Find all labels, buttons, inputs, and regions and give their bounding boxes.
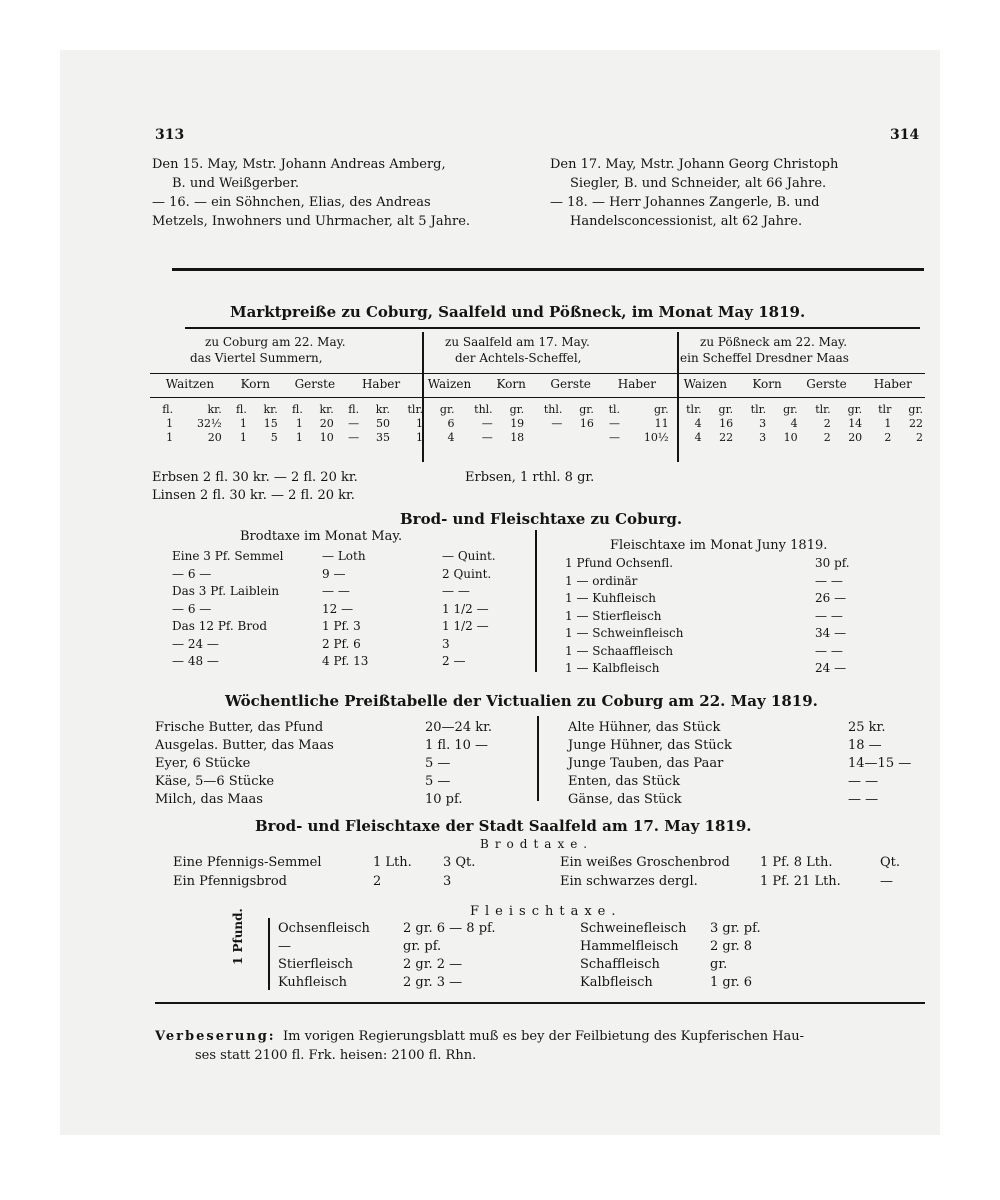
list-cell: Gänse, das Stück bbox=[568, 792, 682, 807]
list-cell: 1 — ordinär bbox=[565, 573, 638, 588]
list-cell: Ein schwarzes dergl. bbox=[560, 874, 698, 889]
list-cell: 10 pf. bbox=[425, 792, 463, 807]
unit-label: kr. bbox=[263, 402, 278, 416]
list-row bbox=[580, 920, 830, 938]
grain-header: Gerste bbox=[294, 377, 336, 391]
list-cell: — — bbox=[322, 584, 350, 598]
list-cell: 1 — Kuhfleisch bbox=[565, 591, 656, 605]
list-cell: Eine 3 Pf. Semmel bbox=[172, 549, 284, 563]
list-cell: 20—24 kr. bbox=[425, 720, 493, 735]
list-cell: 1 Lth. bbox=[373, 855, 412, 870]
list-cell: 1 gr. 6 bbox=[710, 975, 753, 990]
coburg-measure: das Viertel Summern, bbox=[190, 351, 323, 365]
price-cell: — bbox=[609, 416, 621, 430]
price-cell: 10 bbox=[319, 430, 334, 444]
poessneck-heading: zu Pößneck am 22. May. bbox=[700, 335, 848, 349]
correction-label: Verbeserung: bbox=[155, 1029, 276, 1044]
unit-label: gr. bbox=[847, 402, 863, 416]
list-cell: Kuhfleisch bbox=[278, 975, 348, 990]
page-number-right: 314 bbox=[890, 127, 920, 143]
saalfeld-fleisch-left bbox=[278, 920, 533, 992]
list-row bbox=[565, 608, 875, 626]
grain-header: Haber bbox=[361, 377, 401, 391]
deaths-left bbox=[152, 155, 542, 231]
list-cell: 1 Pfund Ochsenfl. bbox=[565, 556, 674, 570]
unit-label: tlr bbox=[878, 402, 892, 416]
list-cell: — — bbox=[848, 774, 879, 789]
list-cell: Frische Butter, das Pfund bbox=[155, 720, 324, 735]
divider bbox=[172, 268, 924, 271]
column-divider bbox=[535, 530, 537, 672]
list-cell: 25 kr. bbox=[848, 720, 886, 735]
grain-header-table bbox=[150, 377, 925, 391]
list-cell: 1 — Kalbfleisch bbox=[565, 661, 660, 675]
divider bbox=[155, 1002, 925, 1004]
list-row bbox=[560, 872, 920, 891]
price-cell: — bbox=[481, 416, 493, 430]
erbsen-coburg: Erbsen 2 fl. 30 kr. — 2 fl. 20 kr. bbox=[152, 470, 358, 485]
list-cell: 4 Pf. 13 bbox=[322, 654, 369, 668]
victualien-title: Wöchentliche Preißtabelle der Victualien zu Coburg am 22. May 1819. bbox=[225, 692, 818, 710]
list-cell: 12 — bbox=[322, 601, 354, 616]
list-cell: 9 — bbox=[322, 566, 346, 581]
price-cell: — bbox=[481, 430, 493, 444]
unit-label: gr. bbox=[718, 402, 734, 416]
price-cell: 1 bbox=[416, 416, 424, 430]
page-number-left: 313 bbox=[155, 127, 185, 143]
unit-label: tlr. bbox=[815, 402, 831, 416]
list-row bbox=[580, 974, 830, 992]
list-row bbox=[172, 583, 532, 601]
saalfeld-fleisch-right bbox=[580, 920, 830, 992]
list-cell: Ein weißes Groschenbrod bbox=[560, 855, 730, 870]
market-title: Marktpreiße zu Coburg, Saalfeld und Pößneck, im Monat May 1819. bbox=[230, 303, 806, 321]
price-cell: 1 bbox=[239, 416, 247, 430]
list-cell: 1 Pf. 3 bbox=[322, 619, 361, 633]
price-cell: 1 bbox=[166, 430, 174, 444]
list-cell: Enten, das Stück bbox=[568, 774, 680, 789]
list-cell: — — bbox=[815, 608, 843, 623]
list-cell: Junge Hühner, das Stück bbox=[568, 738, 732, 753]
price-cell: 3 bbox=[759, 416, 767, 430]
linsen-coburg: Linsen 2 fl. 30 kr. — 2 fl. 20 kr. bbox=[152, 488, 355, 503]
saalfeld-brod-right bbox=[560, 853, 920, 891]
price-cell: 16 bbox=[579, 416, 594, 430]
price-cell: 11 bbox=[654, 416, 669, 430]
text-line: Den 17. May, Mstr. Johann Georg Christoph bbox=[550, 157, 839, 172]
price-cell: 35 bbox=[375, 430, 390, 444]
price-cell: 10½ bbox=[643, 430, 669, 444]
list-cell: 24 — bbox=[815, 661, 847, 675]
price-cell: 4 bbox=[790, 416, 798, 430]
list-cell: 1 1/2 — bbox=[442, 619, 489, 633]
price-cell: 3 bbox=[759, 430, 767, 444]
list-cell: — 6 — bbox=[172, 601, 212, 616]
price-cell: 20 bbox=[207, 430, 222, 444]
list-row bbox=[568, 755, 918, 773]
list-cell: Ausgelas. Butter, das Maas bbox=[155, 738, 334, 753]
table-rule bbox=[150, 397, 925, 398]
list-cell: Hammelfleisch bbox=[580, 939, 679, 954]
list-cell: Schaffleisch bbox=[580, 957, 660, 972]
grain-header: Waizen bbox=[427, 377, 472, 391]
list-cell: Käse, 5—6 Stücke bbox=[155, 774, 275, 789]
list-cell: 2 gr. 8 bbox=[710, 939, 753, 954]
list-cell: Stierfleisch bbox=[278, 957, 354, 972]
price-cell: 1 bbox=[295, 416, 303, 430]
list-row bbox=[155, 737, 515, 755]
price-cell: 32½ bbox=[197, 416, 222, 430]
price-cell: 2 bbox=[823, 416, 831, 430]
erbsen-saalfeld: Erbsen, 1 rthl. 8 gr. bbox=[465, 470, 595, 485]
price-cell: 50 bbox=[375, 416, 390, 430]
unit-label: gr. bbox=[654, 402, 669, 416]
price-cell: 5 bbox=[270, 430, 278, 444]
list-cell: 2 gr. 6 — 8 pf. bbox=[403, 921, 496, 936]
poessneck-measure: ein Scheffel Dresdner Maas bbox=[680, 351, 849, 365]
price-row bbox=[150, 430, 925, 444]
list-cell: 1 fl. 10 — bbox=[425, 738, 489, 753]
unit-label: fl. bbox=[162, 402, 174, 416]
list-cell: 1 — Schweinfleisch bbox=[565, 626, 684, 640]
list-row bbox=[278, 974, 533, 992]
grain-header: Korn bbox=[752, 377, 782, 391]
list-cell: 5 — bbox=[425, 756, 451, 771]
unit-label: gr. bbox=[908, 402, 923, 416]
list-cell: Ein Pfennigsbrod bbox=[173, 874, 287, 889]
list-cell: 5 — bbox=[425, 774, 451, 789]
saalfeld-measure: der Achtels-Scheffel, bbox=[455, 351, 582, 365]
list-cell: Ochsenfleisch bbox=[278, 921, 370, 936]
list-cell: — — bbox=[815, 573, 843, 588]
price-cell: 1 bbox=[295, 430, 303, 444]
list-row bbox=[580, 938, 830, 956]
unit-label: tlr. bbox=[407, 402, 424, 416]
list-row bbox=[155, 773, 515, 791]
grain-header: Korn bbox=[240, 377, 270, 391]
list-cell: — — bbox=[442, 584, 470, 598]
column-divider bbox=[537, 716, 539, 801]
price-cell: — bbox=[348, 416, 360, 430]
victualien-left bbox=[155, 719, 515, 809]
list-row bbox=[560, 853, 920, 872]
price-cell: 10 bbox=[783, 430, 798, 444]
grain-header: Gerste bbox=[550, 377, 591, 391]
price-cell: 2 bbox=[884, 430, 892, 444]
grain-header: Waitzen bbox=[165, 377, 215, 391]
grain-header: Gerste bbox=[806, 377, 847, 391]
list-cell: — Loth bbox=[322, 549, 366, 563]
list-row bbox=[155, 791, 515, 809]
correction-line2: ses statt 2100 fl. Frk. heisen: 2100 fl. Rhn. bbox=[195, 1048, 477, 1063]
list-row bbox=[580, 956, 830, 974]
price-cell: 6 bbox=[447, 416, 455, 430]
price-cell: 14 bbox=[848, 416, 863, 430]
list-cell: Das 12 Pf. Brod bbox=[172, 619, 268, 633]
unit-label: thl. bbox=[474, 402, 493, 416]
list-cell: — — bbox=[815, 643, 843, 658]
list-row bbox=[565, 573, 875, 591]
price-cell: 4 bbox=[447, 430, 455, 444]
text-line: B. und Weißgerber. bbox=[172, 176, 300, 191]
unit-label: tlr. bbox=[686, 402, 702, 416]
correction-line1: Im vorigen Regierungsblatt muß es bey der Feilbietung des Kupferischen Hau- bbox=[283, 1029, 805, 1044]
price-cell: 1 bbox=[884, 416, 892, 430]
list-row bbox=[172, 636, 532, 654]
unit-label: fl. bbox=[348, 402, 360, 416]
list-cell: — 48 — bbox=[172, 654, 219, 668]
text-line: Handelsconcessionist, alt 62 Jahre. bbox=[570, 214, 803, 229]
price-cell bbox=[564, 430, 596, 444]
price-cell bbox=[526, 430, 564, 444]
list-cell: 2 bbox=[373, 874, 382, 889]
fleischtaxe-list bbox=[565, 555, 875, 678]
list-cell: 2 Quint. bbox=[442, 566, 492, 581]
list-cell: Alte Hühner, das Stück bbox=[568, 720, 721, 735]
price-cell: 2 bbox=[916, 430, 923, 444]
unit-label: kr. bbox=[319, 402, 334, 416]
list-cell: 2 gr. 3 — bbox=[403, 975, 463, 990]
list-cell: 14—15 — bbox=[848, 756, 912, 771]
list-row bbox=[565, 625, 875, 643]
list-cell: 1 Pf. 8 Lth. bbox=[760, 855, 833, 870]
unit-label: fl. bbox=[236, 402, 247, 416]
list-cell: 3 gr. pf. bbox=[710, 921, 761, 936]
price-cell: 1 bbox=[239, 430, 247, 444]
list-cell: Milch, das Maas bbox=[155, 792, 263, 807]
text-line: Siegler, B. und Schneider, alt 66 Jahre. bbox=[570, 176, 827, 191]
list-row bbox=[155, 719, 515, 737]
list-row bbox=[172, 653, 532, 671]
list-cell: 3 bbox=[442, 636, 450, 651]
grain-header: Korn bbox=[496, 377, 526, 391]
price-cell: 1 bbox=[166, 416, 174, 430]
price-cell: 22 bbox=[719, 430, 734, 444]
list-cell: 26 — bbox=[815, 591, 847, 605]
list-cell: 3 bbox=[443, 874, 452, 889]
price-cell: 4 bbox=[694, 430, 702, 444]
price-cell: 18 bbox=[510, 430, 525, 444]
list-row bbox=[568, 719, 918, 737]
list-cell: 34 — bbox=[815, 626, 847, 640]
list-row bbox=[278, 938, 533, 956]
price-cell: 4 bbox=[694, 416, 702, 430]
deaths-right bbox=[550, 155, 930, 231]
grain-header: Haber bbox=[873, 377, 912, 391]
price-cell: — bbox=[348, 430, 360, 444]
list-cell: 30 pf. bbox=[815, 556, 850, 570]
brod-coburg-title: Brod- und Fleischtaxe zu Coburg. bbox=[400, 510, 683, 528]
list-cell: Junge Tauben, das Paar bbox=[568, 756, 724, 771]
saalfeld-title: Brod- und Fleischtaxe der Stadt Saalfeld am 17. May 1819. bbox=[255, 817, 752, 835]
list-cell: 2 — bbox=[442, 654, 466, 668]
list-cell: Das 3 Pf. Laiblein bbox=[172, 584, 280, 598]
text-line: — 16. — ein Söhnchen, Elias, des Andreas bbox=[152, 195, 431, 210]
units-row bbox=[150, 402, 925, 416]
unit-label: thl. bbox=[543, 402, 563, 416]
list-cell: 2 gr. 2 — bbox=[403, 957, 463, 972]
price-cell: 22 bbox=[909, 416, 923, 430]
price-cell: 15 bbox=[263, 416, 278, 430]
price-cell: 1 bbox=[416, 430, 424, 444]
list-cell: — 24 — bbox=[172, 636, 219, 651]
unit-label: tl. bbox=[608, 402, 621, 416]
list-row bbox=[568, 737, 918, 755]
text-line: Den 15. May, Mstr. Johann Andreas Amberg, bbox=[152, 157, 446, 172]
fleischtaxe-title: Fleischtaxe im Monat Juny 1819. bbox=[610, 538, 828, 553]
list-cell: — Quint. bbox=[442, 549, 496, 563]
unit-label: kr. bbox=[207, 402, 222, 416]
price-cell: 20 bbox=[848, 430, 863, 444]
unit-label: tlr. bbox=[750, 402, 767, 416]
list-cell: gr. pf. bbox=[403, 939, 442, 954]
price-cell: 16 bbox=[719, 416, 734, 430]
brodtaxe-list bbox=[172, 548, 532, 671]
list-row bbox=[172, 618, 532, 636]
list-cell: 1 — Stierfleisch bbox=[565, 608, 662, 623]
list-cell: 1 — Schaaffleisch bbox=[565, 643, 674, 658]
list-cell: Kalbfleisch bbox=[580, 975, 653, 990]
brace-line bbox=[268, 918, 270, 990]
list-row bbox=[172, 601, 532, 619]
unit-label: gr. bbox=[439, 402, 455, 416]
list-row bbox=[565, 590, 875, 608]
list-cell: Eine Pfennigs-Semmel bbox=[173, 855, 322, 870]
list-cell: 1 Pf. 21 Lth. bbox=[760, 874, 841, 889]
price-cell: — bbox=[551, 416, 563, 430]
list-cell: Qt. bbox=[880, 855, 901, 870]
list-row bbox=[565, 660, 875, 678]
unit-label: kr. bbox=[375, 402, 390, 416]
list-cell: 18 — bbox=[848, 738, 882, 753]
list-cell: Schweinefleisch bbox=[580, 921, 687, 936]
grain-header: Waizen bbox=[683, 377, 728, 391]
list-row bbox=[155, 755, 515, 773]
list-row bbox=[568, 773, 918, 791]
unit-label: fl. bbox=[292, 402, 303, 416]
list-cell: 1 1/2 — bbox=[442, 601, 489, 616]
unit-label: gr. bbox=[579, 402, 594, 416]
coburg-heading: zu Coburg am 22. May. bbox=[205, 335, 346, 349]
list-cell: Eyer, 6 Stücke bbox=[155, 756, 251, 771]
list-row bbox=[278, 920, 533, 938]
saalfeld-brod-left bbox=[173, 853, 503, 891]
price-cell: — bbox=[609, 430, 621, 444]
list-cell: 3 Qt. bbox=[443, 855, 476, 870]
list-cell: 2 Pf. 6 bbox=[322, 636, 361, 651]
list-cell: — — bbox=[848, 792, 879, 807]
list-row bbox=[565, 643, 875, 661]
list-cell: gr. bbox=[710, 957, 728, 972]
unit-label: gr. bbox=[509, 402, 525, 416]
list-row bbox=[172, 548, 532, 566]
list-row bbox=[568, 791, 918, 809]
divider bbox=[185, 327, 920, 329]
list-cell: — 6 — bbox=[172, 566, 212, 581]
saalfeld-heading: zu Saalfeld am 17. May. bbox=[445, 335, 590, 349]
list-cell: — bbox=[278, 939, 291, 954]
victualien-right bbox=[568, 719, 918, 809]
pfund-label: 1 Pfund. bbox=[231, 908, 245, 965]
list-cell: — bbox=[880, 874, 893, 889]
list-row bbox=[278, 956, 533, 974]
text-line: Metzels, Inwohners und Uhrmacher, alt 5 Jahre. bbox=[152, 214, 471, 229]
price-cell: 2 bbox=[823, 430, 831, 444]
list-row bbox=[173, 853, 503, 872]
list-row bbox=[172, 566, 532, 584]
list-row bbox=[173, 872, 503, 891]
text-line: — 18. — Herr Johannes Zangerle, B. und bbox=[550, 195, 820, 210]
brodtaxe-label: Brodtaxe. bbox=[480, 837, 594, 851]
list-row bbox=[565, 555, 875, 573]
grain-header: Haber bbox=[617, 377, 656, 391]
price-row bbox=[150, 416, 925, 430]
brodtaxe-title: Brodtaxe im Monat May. bbox=[240, 529, 403, 544]
table-rule bbox=[150, 373, 925, 374]
market-prices-table bbox=[150, 402, 925, 444]
fleischtaxe-label: Fleischtaxe. bbox=[470, 904, 622, 919]
unit-label: gr. bbox=[783, 402, 798, 416]
price-cell: 20 bbox=[319, 416, 334, 430]
price-cell: 19 bbox=[510, 416, 525, 430]
